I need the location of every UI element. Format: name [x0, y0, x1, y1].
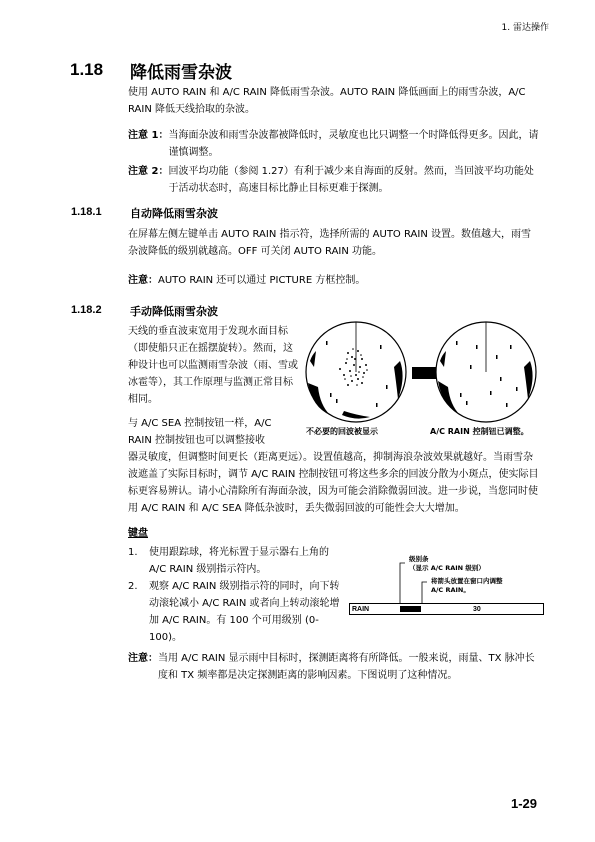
rain-level-track[interactable]	[400, 606, 470, 612]
radar-comparison-figure	[300, 315, 546, 429]
note-1-text: 当海面杂波和雨雪杂波都被降低时，灵敏度也比只调整一个时降低得更多。因此，请谨慎调整。	[168, 130, 539, 158]
note-2-label: 注意 2：	[128, 166, 169, 177]
subsection-2-note	[128, 650, 542, 684]
level-bar-annotation-title: 级别条	[409, 555, 429, 563]
steps-list	[128, 544, 346, 646]
step-1-number: 1.	[128, 547, 138, 558]
subsection-2-para2-start: 与 A/C SEA 控制按钮一样，A/C RAIN 控制按钮也可以调整接收	[128, 418, 272, 446]
subsection-2-note-label: 注意：	[128, 653, 158, 664]
subsection-2-note-text: 当用 A/C RAIN 显示雨中目标时，探测距离将有所降低。一般来说，雨量、TX 脉冲长度和 TX 频率都是决定探测距离的影响因素。下图说明了这种情况。	[158, 653, 535, 681]
arrow-annotation	[431, 577, 503, 595]
subsection-1-number: 1.18.1	[71, 206, 102, 218]
caption-before: 不必要的回波被显示	[306, 427, 378, 436]
subsection-2-number: 1.18.2	[71, 304, 102, 316]
arrow-annotation-line1: 将箭头放置在窗口内调整	[431, 577, 503, 585]
section-intro: 使用 AUTO RAIN 和 A/C RAIN 降低雨雪杂波。AUTO RAIN 降低画面上的雨雪杂波，A/C RAIN 降低天线拾取的杂波。	[128, 87, 526, 115]
chapter-header: 1. 雷达操作	[501, 23, 549, 33]
step-2	[128, 578, 346, 646]
step-1	[128, 544, 346, 578]
keyboard-label: 键盘	[128, 528, 148, 539]
subsection-2-title: 手动降低雨雪杂波	[130, 305, 218, 318]
section-title: 降低雨雪杂波	[130, 63, 232, 83]
rain-level-bar-fill	[400, 606, 421, 612]
arrow-annotation-line2: A/C RAIN。	[431, 586, 470, 594]
note-1	[128, 127, 540, 161]
rain-indicator-value: 30	[473, 605, 481, 613]
rain-indicator-label: RAIN	[352, 605, 370, 613]
radar-before-image	[306, 322, 406, 422]
level-bar-annotation-desc: （显示 A/C RAIN 级别）	[409, 564, 485, 572]
section-notes	[128, 127, 540, 197]
step-2-text: 观察 A/C RAIN 级别指示符的同时，向下转动滚轮减小 A/C RAIN 或者向上转动滚轮增加 A/C RAIN。有 100 个可用级别 (0-100)。	[149, 581, 340, 643]
subsection-1-title: 自动降低雨雪杂波	[130, 207, 218, 220]
note-2	[128, 163, 540, 197]
subsection-2-para1: 天线的垂直波束宽用于发现水面目标（即使船只正在摇摆旋转）。然而，这种设计也可以监测雨雪杂波（雨、雪或冰雹等），其工作原理与监测正常目标相同。	[128, 326, 298, 405]
subsection-1-note-label: 注意：	[128, 275, 158, 286]
step-2-number: 2.	[128, 581, 138, 592]
level-bar-annotation	[409, 555, 485, 573]
radar-after-image	[436, 322, 536, 422]
subsection-1-note	[128, 272, 540, 289]
note-1-label: 注意 1：	[128, 130, 169, 141]
page-number: 1-29	[510, 796, 537, 811]
note-2-text: 回波平均功能（参阅 1.27）有利于减少来自海面的反射。然而，当回波平均功能处于活动状态时，高速目标比静止目标更难于探测。	[168, 166, 534, 194]
step-1-text: 使用跟踪球，将光标置于显示器右上角的 A/C RAIN 级别指示符内。	[149, 547, 329, 575]
subsection-1-body: 在屏幕左侧左键单击 AUTO RAIN 指示符，选择所需的 AUTO RAIN 设置。数值越大，雨雪杂波降低的级别就越高。OFF 可关闭 AUTO RAIN 功能。	[128, 229, 531, 257]
caption-after: A/C RAIN 控制钮已调整。	[430, 427, 529, 436]
section-number: 1.18	[70, 60, 104, 79]
subsection-1-note-text: AUTO RAIN 还可以通过 PICTURE 方框控制。	[158, 275, 366, 286]
subsection-2-para2-rest: 器灵敏度，但调整时间更长（距离更远）。设置值越高，抑制海浪杂波效果就越好。当雨雪杂波遮盖了实际目标时，调节 A/C RAIN 控制按钮可将这些多余的回波分散为小斑点，使实际目标更容易辨认。请小心清除所有海面杂波，因为可能会消除微弱回波。进一步说，当您同时使用 A/C RAIN 和 A/C SEA 降低杂波时，丢失微弱回波的可能性会大大增加。	[128, 452, 539, 514]
rain-level-indicator[interactable]	[349, 603, 544, 615]
